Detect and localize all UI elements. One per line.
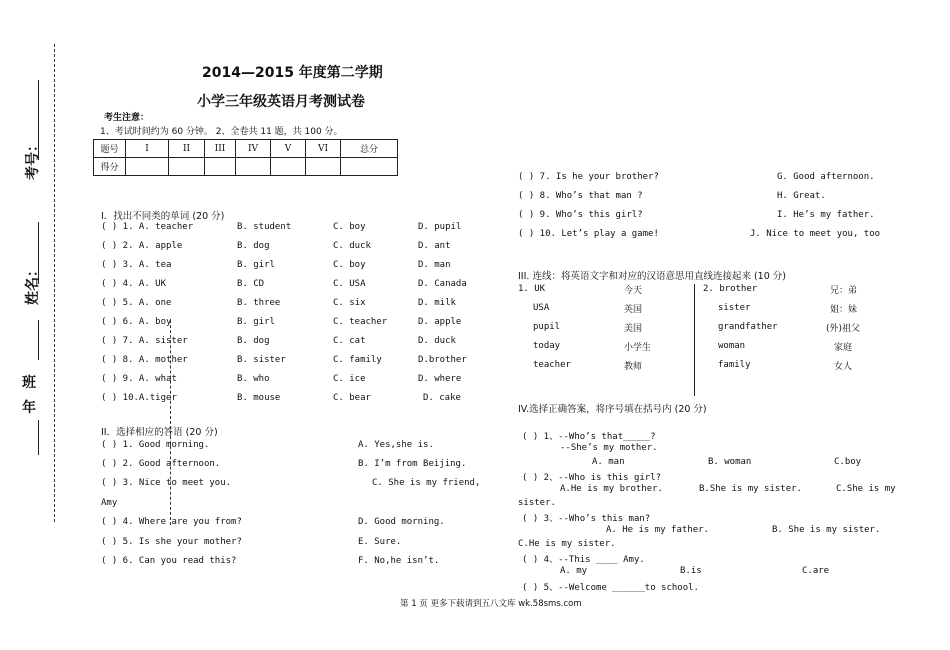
section1-row-3-a: ( ) 3. A. tea: [101, 260, 172, 270]
section2-q10: ( ) 10. Let’s play a game!: [518, 229, 659, 239]
section3-left-en-1: 1. UK: [518, 284, 546, 294]
side-label-kaohao: 考号：: [25, 138, 41, 180]
section1-row-8-b: B. sister: [237, 355, 286, 365]
section1-row-3-d: D. man: [418, 260, 451, 270]
section1-row-4-c: C. USA: [333, 279, 366, 289]
section2-q6: ( ) 6. Can you read this?: [101, 556, 237, 566]
section2-q3-cont: Amy: [101, 498, 118, 508]
section1-row-8-a: ( ) 8. A. mother: [101, 355, 188, 365]
section1-row-10-c: C. bear: [333, 393, 371, 403]
section3-right-en-3: grandfather: [718, 322, 778, 332]
section3-left-en-5: teacher: [533, 360, 571, 370]
score-table-header-cell: III: [205, 140, 236, 158]
section4-q2-option-a: A.He is my brother.: [560, 484, 663, 494]
section4-q3-option-c: C.He is my sister.: [518, 539, 616, 549]
score-cell[interactable]: [306, 158, 341, 176]
section2-q9: ( ) 9. Who’s this girl?: [518, 210, 643, 220]
section2-q8: ( ) 8. Who’s that man ?: [518, 191, 643, 201]
section1-row-9-c: C. ice: [333, 374, 366, 384]
section1-row-3-b: B. girl: [237, 260, 275, 270]
score-table-header-cell: V: [271, 140, 306, 158]
section2-q2: ( ) 2. Good afternoon.: [101, 459, 221, 469]
section1-row-1-a: ( ) 1. A. teacher: [101, 222, 194, 232]
section1-row-4-d: D. Canada: [418, 279, 467, 289]
section4-q2: ( ) 2、--Who is this girl?: [522, 473, 662, 483]
section1-row-8-c: C. family: [333, 355, 382, 365]
side-label-ban: 班: [22, 375, 36, 391]
score-table: [93, 139, 398, 176]
section1-row-1-c: C. boy: [333, 222, 366, 232]
section3-divider: [694, 284, 695, 396]
section3-right-zh-2: 姐：妹: [830, 305, 858, 315]
score-cell[interactable]: [205, 158, 236, 176]
section4-q3-option-b: B. She is my sister.: [772, 525, 881, 535]
section2-q5: ( ) 5. Is she your mother?: [101, 537, 242, 547]
section4-q3: ( ) 3、--Who’s this man?: [522, 514, 651, 524]
section3-right-en-2: sister: [718, 303, 751, 313]
section1-row-6-d: D. apple: [418, 317, 462, 327]
section4-q4-option-a: A. my: [560, 566, 588, 576]
section4-q5: ( ) 5、--Welcome ______to school.: [522, 583, 699, 593]
binding-dashed-line: [54, 44, 55, 522]
section2-q7: ( ) 7. Is he your brother?: [518, 172, 659, 182]
section2-title: II．选择相应的答语 (20 分): [101, 427, 218, 438]
section1-row-2-b: B. dog: [237, 241, 270, 251]
section2-ans-b: B. I’m from Beijing.: [358, 459, 467, 469]
section3-left-en-3: pupil: [533, 322, 561, 332]
side-label-nian: 年: [22, 400, 36, 416]
section3-title: III. 连线：将英语文字和对应的汉语意思用直线连接起来 (10 分): [518, 271, 786, 282]
section1-row-1-b: B. student: [237, 222, 292, 232]
section3-right-en-4: woman: [718, 341, 746, 351]
section2-ans-j: J. Nice to meet you, too: [750, 229, 881, 239]
section3-left-zh-1: 今天: [624, 286, 643, 296]
section4-q2-option-c: C.She is my: [836, 484, 896, 494]
section4-title: IV.选择正确答案，将序号填在括号内 (20 分): [518, 404, 707, 415]
section4-q1-option-b: B. woman: [708, 457, 752, 467]
exam-year-title: 2014—2015 年度第二学期: [202, 65, 383, 81]
section4-q1-option-a: A. man: [592, 457, 625, 467]
section1-row-9-a: ( ) 9. A. what: [101, 374, 177, 384]
section1-row-1-d: D. pupil: [418, 222, 462, 232]
notice-line: 1、考试时间约为 60 分钟。 2、全卷共 11 题，共 100 分。: [100, 127, 343, 137]
section2-ans-g: G. Good afternoon.: [777, 172, 875, 182]
score-table-row-label: 得分: [94, 158, 126, 176]
section2-ans-d: D. Good morning.: [358, 517, 445, 527]
section4-q1-line2: --She’s my mother.: [560, 443, 658, 453]
section3-right-zh-1: 兄：弟: [830, 286, 858, 296]
section3-right-zh-4: 家庭: [834, 343, 853, 353]
section1-row-6-b: B. girl: [237, 317, 275, 327]
score-cell[interactable]: [126, 158, 169, 176]
section3-left-zh-3: 美国: [624, 324, 643, 334]
section2-q4: ( ) 4. Where are you from?: [101, 517, 242, 527]
section2-ans-c: C. She is my friend,: [372, 478, 481, 488]
section1-row-7-c: C. cat: [333, 336, 366, 346]
section4-q4-option-b: B.is: [680, 566, 702, 576]
section4-q4: ( ) 4、--This ____ Amy.: [522, 555, 645, 565]
section1-row-7-a: ( ) 7. A. sister: [101, 336, 188, 346]
section1-row-9-b: B. who: [237, 374, 270, 384]
side-label-xingming: 姓名：: [25, 263, 41, 305]
score-cell[interactable]: [236, 158, 271, 176]
section2-ans-f: F. No,he isn’t.: [358, 556, 440, 566]
kaohao-underline: [38, 80, 39, 160]
section2-ans-i: I. He’s my father.: [777, 210, 875, 220]
section3-left-zh-5: 教师: [624, 362, 643, 372]
score-table-header-cell: 题号: [94, 140, 126, 158]
section4-q2-cont: sister.: [518, 498, 556, 508]
score-cell[interactable]: [271, 158, 306, 176]
section1-row-7-b: B. dog: [237, 336, 270, 346]
section1-row-10-d: D. cake: [423, 393, 461, 403]
section1-row-2-c: C. duck: [333, 241, 371, 251]
section4-q3-option-a: A. He is my father.: [606, 525, 709, 535]
section4-q4-option-c: C.are: [802, 566, 830, 576]
section4-q1-option-c: C.boy: [834, 457, 862, 467]
section1-row-5-c: C. six: [333, 298, 366, 308]
section2-ans-h: H. Great.: [777, 191, 826, 201]
section2-q1: ( ) 1. Good morning.: [101, 440, 210, 450]
section3-left-zh-2: 英国: [624, 305, 643, 315]
section4-q1: ( ) 1、--Who’s that_____?: [522, 432, 656, 442]
section3-left-en-4: today: [533, 341, 561, 351]
section1-row-4-b: B. CD: [237, 279, 265, 289]
score-cell[interactable]: [169, 158, 205, 176]
section4-q2-option-b: B.She is my sister.: [699, 484, 802, 494]
section1-row-7-d: D. duck: [418, 336, 456, 346]
section3-left-en-2: USA: [533, 303, 550, 313]
section3-right-zh-3: (外)祖父: [826, 324, 861, 334]
section1-row-10-a: ( ) 10.A.tiger: [101, 393, 177, 403]
crease-dashed-line: [170, 320, 171, 525]
section3-right-en-1: 2. brother: [703, 284, 758, 294]
section2-q3: ( ) 3. Nice to meet you.: [101, 478, 232, 488]
page-footer: 第 1 页 更多下载请到五八文库 wk.58sms.com: [400, 599, 582, 609]
section1-row-5-a: ( ) 5. A. one: [101, 298, 172, 308]
score-table-header-cell: I: [126, 140, 169, 158]
xingming-underline: [38, 222, 39, 284]
section1-row-3-c: C. boy: [333, 260, 366, 270]
section3-left-zh-4: 小学生: [624, 343, 652, 353]
score-table-header-cell: 总分: [341, 140, 398, 158]
score-table-header-cell: VI: [306, 140, 341, 158]
section1-row-6-a: ( ) 6. A. boy: [101, 317, 172, 327]
section1-row-10-b: B. mouse: [237, 393, 281, 403]
section1-title: I．找出不同类的单词 (20 分): [101, 211, 225, 222]
score-table-header-cell: IV: [236, 140, 271, 158]
section1-row-5-b: B. three: [237, 298, 281, 308]
nian-underline: [38, 420, 39, 455]
section2-ans-e: E. Sure.: [358, 537, 402, 547]
section1-row-2-d: D. ant: [418, 241, 451, 251]
section1-row-5-d: D. milk: [418, 298, 456, 308]
section1-row-4-a: ( ) 4. A. UK: [101, 279, 167, 289]
score-cell[interactable]: [341, 158, 398, 176]
section3-right-zh-5: 女人: [834, 362, 853, 372]
ban-underline: [38, 320, 39, 360]
section1-row-8-d: D.brother: [418, 355, 467, 365]
section2-ans-a: A. Yes,she is.: [358, 440, 434, 450]
section1-row-9-d: D. where: [418, 374, 462, 384]
exam-title: 小学三年级英语月考测试卷: [197, 94, 365, 110]
section1-row-2-a: ( ) 2. A. apple: [101, 241, 183, 251]
section3-right-en-5: family: [718, 360, 751, 370]
notice-heading: 考生注意：: [104, 113, 150, 123]
score-table-header-cell: II: [169, 140, 205, 158]
section1-row-6-c: C. teacher: [333, 317, 388, 327]
